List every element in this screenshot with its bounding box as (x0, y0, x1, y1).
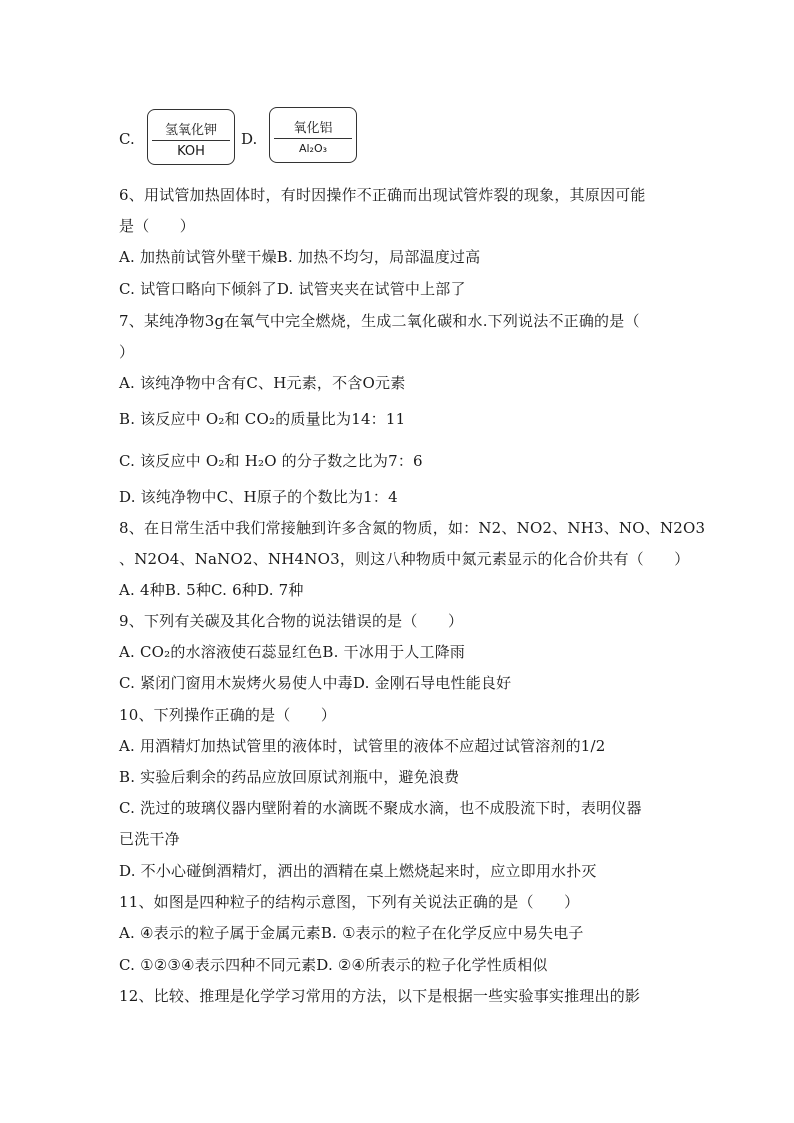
question-6-options-ab: A. 加热前试管外壁干燥B. 加热不均匀，局部温度过高 (119, 248, 481, 266)
question-12-stem: 12、比较、推理是化学学习常用的方法，以下是根据一些实验事实推理出的影 (119, 987, 641, 1005)
option-c-name: 氢氧化钾 (164, 123, 217, 138)
question-9-options-cd: C. 紧闭门窗用木炭烤火易使人中毒D. 金刚石导电性能良好 (119, 674, 512, 692)
option-d-letter: D. (241, 130, 258, 148)
option-c-label-box (147, 109, 235, 165)
option-d-formula: Al₂O₃ (298, 142, 328, 155)
question-7-option-c: C. 该反应中 O₂和 H₂O 的分子数之比为7：6 (119, 452, 423, 470)
question-11-stem: 11、如图是四种粒子的结构示意图，下列有关说法正确的是（ ） (119, 893, 580, 911)
option-c-letter: C. (119, 130, 135, 148)
question-10-stem: 10、下列操作正确的是（ ） (119, 706, 337, 724)
question-11-options-ab: A. ④表示的粒子属于金属元素B. ①表示的粒子在化学反应中易失电子 (119, 924, 584, 942)
question-10-option-c-cont: 已洗干净 (119, 830, 180, 848)
option-c-formula: KOH (177, 144, 205, 159)
question-7-option-a: A. 该纯净物中含有C、H元素，不含O元素 (119, 374, 406, 392)
question-10-option-a: A. 用酒精灯加热试管里的液体时，试管里的液体不应超过试管溶剂的1/2 (119, 737, 606, 755)
question-7-stem: 7、某纯净物3g在氧气中完全燃烧，生成二氧化碳和水.下列说法不正确的是（ (119, 312, 640, 330)
question-10-option-b: B. 实验后剩余的药品应放回原试剂瓶中，避免浪费 (119, 768, 460, 786)
question-10-option-d: D. 不小心碰倒酒精灯，洒出的酒精在桌上燃烧起来时，应立即用水扑灭 (119, 862, 597, 880)
question-7-option-d: D. 该纯净物中C、H原子的个数比为1：4 (119, 488, 398, 506)
question-8-options: A. 4种B. 5种C. 6种D. 7种 (119, 581, 304, 599)
option-d-name: 氧化铝 (293, 121, 333, 136)
question-6-stem: 6、用试管加热固体时，有时因操作不正确而出现试管炸裂的现象，其原因可能 (119, 186, 646, 204)
question-6-stem-cont: 是（ ） (119, 217, 196, 235)
question-6-options-cd: C. 试管口略向下倾斜了D. 试管夹夹在试管中上部了 (119, 280, 466, 298)
question-8-stem: 8、在日常生活中我们常接触到许多含氮的物质，如：N2、NO2、NH3、NO、N2O3 (119, 519, 706, 537)
option-d-label-box (269, 107, 357, 163)
option-d-divider (274, 138, 352, 139)
question-9-stem: 9、下列有关碳及其化合物的说法错误的是（ ） (119, 612, 464, 630)
question-10-option-c: C. 洗过的玻璃仪器内壁附着的水滴既不聚成水滴，也不成股流下时，表明仪器 (119, 799, 642, 817)
question-11-options-cd: C. ①②③④表示四种不同元素D. ②④所表示的粒子化学性质相似 (119, 956, 548, 974)
question-8-stem-cont: 、N2O4、NaNO2、NH4NO3，则这八种物质中氮元素显示的化合价共有（ ） (119, 550, 690, 568)
question-9-options-ab: A. CO₂的水溶液使石蕊显红色B. 干冰用于人工降雨 (119, 643, 466, 661)
question-7-option-b: B. 该反应中 O₂和 CO₂的质量比为14：11 (119, 410, 406, 428)
option-c-divider (152, 140, 230, 141)
question-7-stem-cont: ） (119, 343, 135, 361)
